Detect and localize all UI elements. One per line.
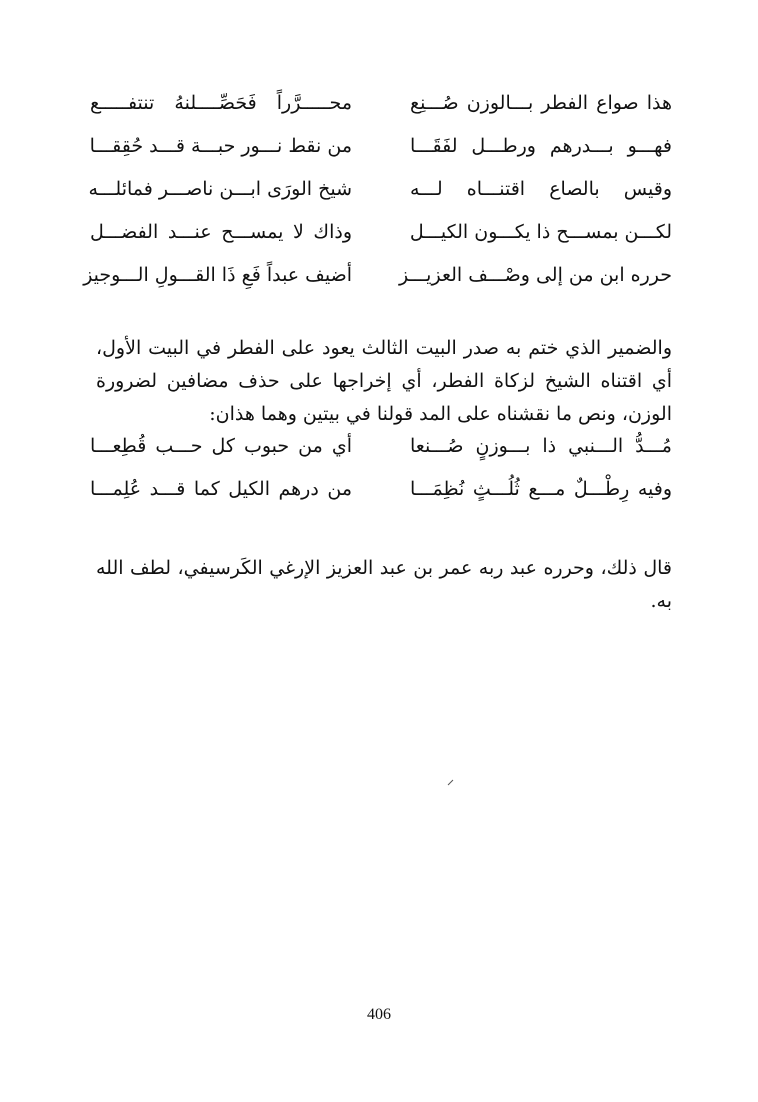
commentary-paragraph: والضمير الذي ختم به صدر البيت الثالث يعود على الفطر في البيت الأول، أي اقتناه الشيخ لزكاة الفطر، أي إخراجها على حذف مضافين لضرورة الوزن، ونص ما نقشناه على المد قولنا في بيتين وهما هذان: bbox=[96, 337, 672, 425]
verse-first-hemistich: مُـــدُّ الـــنبي ذا بـــوزنٍ صُـــنعا bbox=[410, 435, 672, 457]
verse-second-hemistich: محـــــرَّراً فَحَصِّــــلنهُ تنتفـــــع bbox=[90, 92, 352, 114]
verse-first-hemistich: وقيس بالصاع اقتنـــاه لـــه bbox=[410, 178, 672, 200]
poem-block-2 bbox=[90, 425, 672, 511]
verse-line bbox=[90, 468, 672, 511]
verse-first-hemistich: لكـــن بمســـح ذا يكـــون الكيـــل bbox=[409, 221, 672, 243]
verse-line bbox=[90, 82, 672, 125]
scan-mark bbox=[448, 780, 454, 786]
poem-block-1 bbox=[83, 82, 672, 297]
verse-second-hemistich: من درهم الكيل كما قـــد عُلِمـــا bbox=[90, 478, 352, 500]
verse-line bbox=[90, 168, 672, 211]
verse-second-hemistich: أضيف عبداً فَعِ ذَا القـــولِ الـــوجيز bbox=[83, 264, 352, 286]
verse-first-hemistich: هذا صواع الفطر بـــالوزن صُـــنِع bbox=[410, 92, 672, 114]
closing-paragraph: قال ذلك، وحرره عبد ربه عمر بن عبد العزيز الإرغي الكَرسيفي، لطف الله به. bbox=[96, 557, 672, 612]
verse-line bbox=[83, 254, 672, 297]
verse-first-hemistich: فهـــو بـــدرهم ورطـــل لفَقَـــا bbox=[410, 135, 672, 157]
page-number: 406 bbox=[367, 1006, 391, 1023]
verse-second-hemistich: وذاك لا يمســـح عنـــد الفضـــل bbox=[90, 221, 352, 243]
verse-first-hemistich: حرره ابن من إلى وصْـــف العزيـــز bbox=[399, 264, 672, 286]
verse-first-hemistich: وفيه رِطْـــلٌ مـــع ثُلُـــثٍ نُظِمَـــا bbox=[410, 478, 672, 500]
verse-line bbox=[90, 211, 672, 254]
verse-line bbox=[90, 425, 672, 468]
verse-line bbox=[90, 125, 672, 168]
verse-second-hemistich: من نقط نـــور حبـــة قـــد حُقِقـــا bbox=[89, 135, 352, 157]
verse-second-hemistich: شيخ الورَى ابـــن ناصـــر فمائلـــه bbox=[88, 178, 352, 200]
verse-second-hemistich: أي من حبوب كل حـــب قُطِعـــا bbox=[90, 435, 352, 457]
